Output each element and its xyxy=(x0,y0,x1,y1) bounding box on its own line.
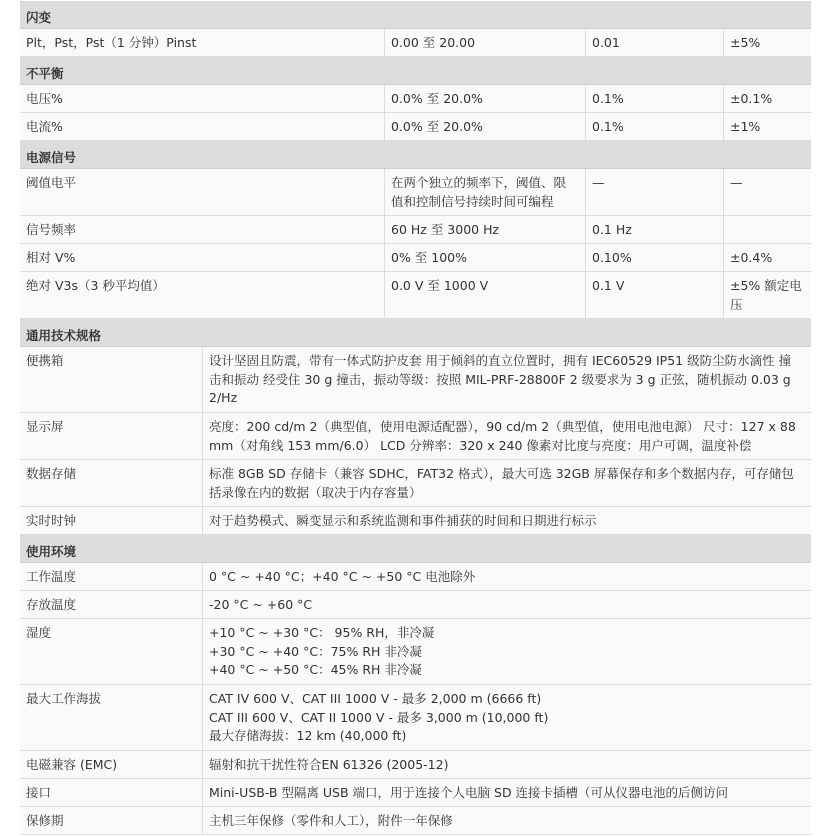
table-row xyxy=(20,85,811,113)
parameter-cell: 电压% xyxy=(26,91,63,106)
section-header: 不平衡 xyxy=(20,57,811,85)
cell-line: ±0.4% xyxy=(730,250,773,265)
cell-line: ±5% xyxy=(730,35,761,50)
cell-line: 0% 至 100% xyxy=(391,250,468,265)
table-row xyxy=(20,216,811,244)
spec-value-cell xyxy=(202,685,811,750)
spec-label-cell: 存放温度 xyxy=(26,597,77,612)
cell-line: 压 xyxy=(730,296,743,312)
table-row xyxy=(20,29,811,57)
range-cell xyxy=(384,244,585,271)
accuracy-cell xyxy=(723,29,811,56)
section-header: 闪变 xyxy=(20,1,811,29)
spec-label-cell: 保修期 xyxy=(26,813,64,828)
cell-line: ±1% xyxy=(730,119,761,134)
parameter-cell: 相对 V% xyxy=(26,250,76,265)
resolution-cell: 0.1 Hz xyxy=(585,216,723,243)
cell-line: -20 °C ~ +60 °C xyxy=(209,597,313,612)
cell-line: 0.0 V 至 1000 V xyxy=(391,278,489,293)
table-row xyxy=(20,113,811,141)
resolution-cell: 0.1% xyxy=(585,113,723,140)
spec-label-cell: 工作温度 xyxy=(26,569,77,584)
table-row xyxy=(20,347,811,413)
cell-line: 主机三年保修（零件和人工），附件一年保修 xyxy=(209,813,453,828)
parameter-cell: 绝对 V3s（3 秒平均值） xyxy=(26,278,165,293)
section-header: 电源信号 xyxy=(20,141,811,169)
parameter-cell: 阈值电平 xyxy=(26,175,77,190)
cell-line: 最大存储海拔：12 km (40,000 ft) xyxy=(209,728,407,743)
accuracy-cell xyxy=(723,85,811,112)
table-row xyxy=(20,779,811,807)
table-row xyxy=(20,685,811,751)
table-row xyxy=(20,413,811,460)
table-row xyxy=(20,751,811,779)
spec-value-cell xyxy=(202,413,811,459)
cell-line: CAT III 600 V、CAT II 1000 V - 最多 3,000 m (10,000 ft) xyxy=(209,709,549,725)
spec-value-cell xyxy=(202,619,811,684)
cell-line: 对于趋势模式、瞬变显示和系统监测和事件捕获的时间和日期进行标示 xyxy=(209,513,597,528)
cell-line: 0 °C ~ +40 °C；+40 °C ~ +50 °C 电池除外 xyxy=(209,569,476,584)
spec-value-cell xyxy=(202,807,811,834)
spec-value-cell xyxy=(202,507,811,534)
table-row xyxy=(20,272,811,319)
spec-value-cell xyxy=(202,460,811,506)
table-row xyxy=(20,507,811,535)
section-header: 通用技术规格 xyxy=(20,319,811,347)
cell-line: 标准 8GB SD 存储卡（兼容 SDHC，FAT32 格式），最大可选 32GB 屏幕保存和多个数据内存，可存储包 xyxy=(209,466,794,481)
spec-value-cell xyxy=(202,563,811,590)
cell-line: 击和振动 经受住 30 g 撞击，振动等级：按照 MIL-PRF-28800F 2 级要求为 3 g 正弦，随机振动 0.03 g xyxy=(209,371,791,387)
range-cell xyxy=(384,85,585,112)
resolution-cell: 0.10% xyxy=(585,244,723,271)
spec-label-cell: 显示屏 xyxy=(26,419,64,434)
cell-line: 60 Hz 至 3000 Hz xyxy=(391,222,500,237)
spec-value-cell xyxy=(202,591,811,618)
spec-value-cell xyxy=(202,347,811,412)
cell-line: 0.0% 至 20.0% xyxy=(391,119,483,134)
table-row xyxy=(20,807,811,835)
cell-line: +30 °C ~ +40 °C：75% RH 非冷凝 xyxy=(209,643,422,659)
cell-line: CAT IV 600 V、CAT III 1000 V - 最多 2,000 m (6666 ft) xyxy=(209,691,542,706)
spec-label-cell: 电磁兼容 (EMC) xyxy=(26,757,118,772)
spec-label-cell: 便携箱 xyxy=(26,353,64,368)
resolution-cell: — xyxy=(585,169,723,215)
cell-line: 亮度：200 cd/m 2（典型值，使用电源适配器），90 cd/m 2（典型值，使用电池电源） 尺寸：127 x 88 xyxy=(209,419,796,434)
spec-label-cell: 湿度 xyxy=(26,625,52,640)
spec-label-cell: 最大工作海拔 xyxy=(26,691,102,706)
resolution-cell: 0.01 xyxy=(585,29,723,56)
spec-value-cell xyxy=(202,751,811,778)
range-cell xyxy=(384,272,585,318)
cell-line: 括录像在内的数据（取决于内存容量） xyxy=(209,484,422,500)
resolution-cell: 0.1 V xyxy=(585,272,723,318)
table-row xyxy=(20,169,811,216)
cell-line: +40 °C ~ +50 °C：45% RH 非冷凝 xyxy=(209,662,422,677)
cell-line: 辐射和抗干扰性符合EN 61326 (2005-12) xyxy=(209,757,449,772)
cell-line: 在两个独立的频率下，阈值、限 xyxy=(391,175,567,190)
accuracy-cell xyxy=(723,244,811,271)
section-header: 使用环境 xyxy=(20,535,811,563)
accuracy-cell xyxy=(723,113,811,140)
cell-line: ±5% 额定电 xyxy=(730,278,802,293)
spec-label-cell: 接口 xyxy=(26,785,52,800)
resolution-cell: 0.1% xyxy=(585,85,723,112)
cell-line: 值和控制信号持续时间可编程 xyxy=(391,193,554,209)
cell-line: — xyxy=(730,175,743,190)
accuracy-cell xyxy=(723,216,811,243)
spec-value-cell xyxy=(202,779,811,806)
table-row xyxy=(20,619,811,685)
cell-line: mm（对角线 153 mm/6.0） LCD 分辨率：320 x 240 像素对比度与亮度：用户可调，温度补偿 xyxy=(209,437,752,453)
accuracy-cell xyxy=(723,169,811,215)
parameter-cell: Plt，Pst，Pst（1 分钟）Pinst xyxy=(26,35,197,50)
range-cell xyxy=(384,29,585,56)
parameter-cell: 信号频率 xyxy=(26,222,77,237)
spec-label-cell: 数据存储 xyxy=(26,466,77,481)
cell-line: +10 °C ~ +30 °C： 95% RH，非冷凝 xyxy=(209,625,435,640)
range-cell xyxy=(384,216,585,243)
table-row xyxy=(20,460,811,507)
parameter-cell: 电流% xyxy=(26,119,63,134)
range-cell xyxy=(384,113,585,140)
table-row xyxy=(20,563,811,591)
cell-line: Mini-USB-B 型隔离 USB 端口，用于连接个人电脑 SD 连接卡插槽（可从仪器电池的后侧访问 xyxy=(209,785,729,800)
cell-line: 2/Hz xyxy=(209,390,238,405)
cell-line: 设计坚固且防震，带有一体式防护皮套 用于倾斜的直立位置时，拥有 IEC60529 IP51 级防尘防水滴性 撞 xyxy=(209,353,792,368)
cell-line: ±0.1% xyxy=(730,91,773,106)
table-row xyxy=(20,244,811,272)
table-row xyxy=(20,591,811,619)
spec-label-cell: 实时时钟 xyxy=(26,513,77,528)
cell-line: 0.0% 至 20.0% xyxy=(391,91,483,106)
accuracy-cell xyxy=(723,272,811,318)
range-cell xyxy=(384,169,585,215)
cell-line: 0.00 至 20.00 xyxy=(391,35,476,50)
